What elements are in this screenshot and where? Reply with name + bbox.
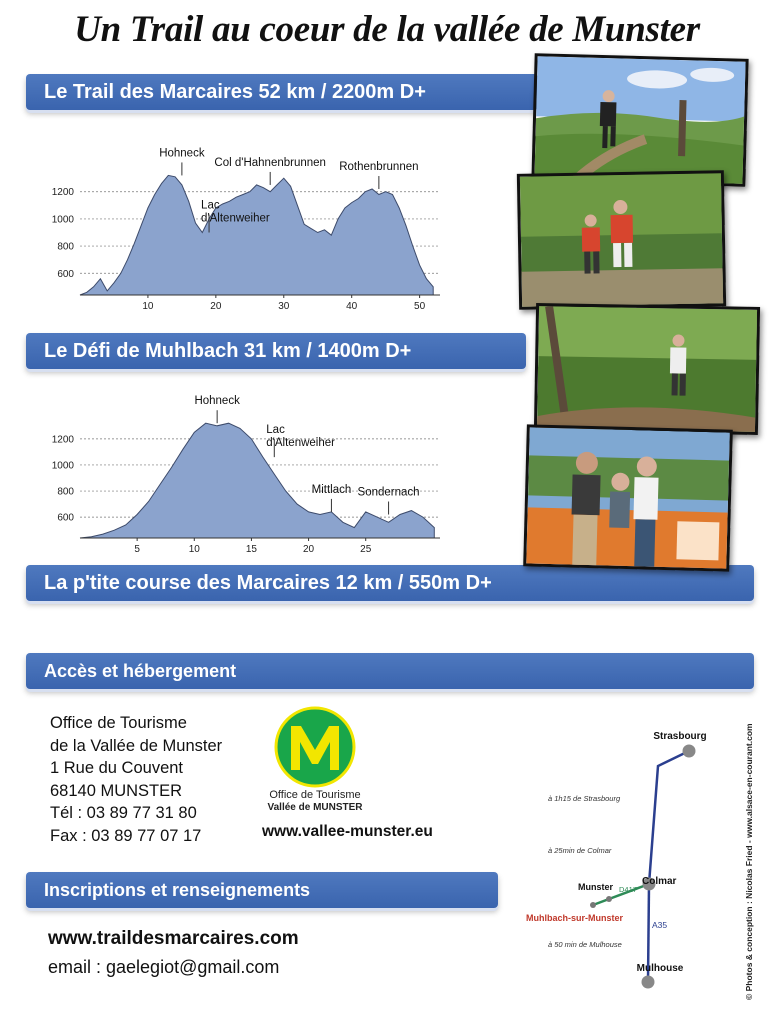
distance-colmar: à 25min de Colmar <box>548 846 612 855</box>
y-tick-label: 1200 <box>51 434 74 446</box>
x-tick-label: 25 <box>360 544 372 555</box>
route-strasbourg-colmar <box>649 751 689 884</box>
elevation-profile-defi <box>40 390 450 555</box>
contact-email[interactable]: email : gaelegiot@gmail.com <box>48 957 280 977</box>
x-tick-label: 50 <box>414 301 426 312</box>
annotation-label: Sondernach <box>357 486 420 499</box>
page-title: Un Trail au coeur de la vallée de Munster <box>74 9 700 50</box>
annotation-label: d'Altenweiher <box>201 212 270 225</box>
elevation-profile-trail <box>40 140 450 315</box>
trail-website-link[interactable]: www.traildesmarcaires.com <box>48 928 299 949</box>
city-label-colmar: Colmar <box>642 876 677 887</box>
contact-line: 68140 MUNSTER <box>50 781 183 800</box>
annotation-label: Col d'Hahnenbrunnen <box>214 156 326 169</box>
x-tick-label: 15 <box>245 544 257 555</box>
y-tick-label: 1000 <box>51 460 74 472</box>
y-tick-label: 600 <box>57 512 74 524</box>
elevation-area <box>80 175 433 295</box>
x-tick-label: 5 <box>134 544 140 555</box>
access-map <box>520 720 740 1000</box>
banner-ptite-course: La p'tite course des Marcaires 12 km / 550m D+ <box>26 565 754 601</box>
tourism-office-logo <box>274 706 356 788</box>
city-dot-munster <box>606 896 612 902</box>
contact-line: Office de Tourisme <box>50 714 187 732</box>
annotation-label: Lac <box>201 199 220 212</box>
distance-mulhouse: à 50 min de Mulhouse <box>548 940 622 949</box>
banner-inscriptions: Inscriptions et renseignements <box>26 872 498 908</box>
x-tick-label: 20 <box>303 544 315 555</box>
contact-fax: Fax : 03 89 77 07 17 <box>50 826 202 845</box>
photo-credit: © Photos & conception : Nicolas Fried - www.alsace-en-courant.com <box>744 723 754 1000</box>
x-tick-label: 20 <box>210 301 222 312</box>
annotation-label: Mittlach <box>311 483 352 496</box>
annotation-label: d'Altenweiher <box>266 437 335 450</box>
y-tick-label: 1200 <box>51 187 74 199</box>
y-tick-label: 600 <box>57 268 74 280</box>
x-tick-label: 30 <box>278 301 290 312</box>
logo-caption-office: Office de Tourisme <box>269 789 361 801</box>
x-tick-label: 10 <box>142 301 154 312</box>
annotation-label: Lac <box>266 424 285 437</box>
city-label-mulhouse: Mulhouse <box>636 963 684 974</box>
contact-line: 1 Rue du Couvent <box>50 759 184 777</box>
road-label-a35: A35 <box>652 920 668 930</box>
photo-group-finish <box>523 424 733 571</box>
distance-strasbourg: à 1h15 de Strasbourg <box>548 794 621 803</box>
annotation-label: Rothenbrunnen <box>339 161 419 174</box>
annotation-label: Hohneck <box>159 147 205 160</box>
y-tick-label: 1000 <box>51 214 74 226</box>
road-label-d417: D417 <box>619 885 637 894</box>
logo-caption-vallee: Vallée de MUNSTER <box>267 802 363 813</box>
elevation-area <box>80 423 434 538</box>
y-tick-label: 800 <box>57 486 74 498</box>
contact-address <box>50 712 222 847</box>
contact-phone: Tél : 03 89 77 31 80 <box>50 804 197 822</box>
city-label-muhlbach: Muhlbach-sur-Munster <box>526 913 624 923</box>
annotation-label: Hohneck <box>194 395 240 408</box>
tourism-website-link[interactable]: www.vallee-munster.eu <box>262 823 433 840</box>
city-dot-strasbourg <box>683 745 696 758</box>
y-tick-label: 800 <box>57 241 74 253</box>
city-label-strasbourg: Strasbourg <box>653 731 707 742</box>
photo-two-runners-forest <box>517 170 726 310</box>
x-tick-label: 40 <box>346 301 358 312</box>
banner-defi-muhlbach: Le Défi de Muhlbach 31 km / 1400m D+ <box>26 333 526 369</box>
banner-trail-marcaires: Le Trail des Marcaires 52 km / 2200m D+ <box>26 74 538 110</box>
banner-acces-hebergement: Accès et hébergement <box>26 653 754 689</box>
contact-line: de la Vallée de Munster <box>50 736 223 755</box>
city-dot-muhlbach <box>590 902 596 908</box>
city-label-munster: Munster <box>578 882 614 892</box>
photo-runner-woods <box>534 303 760 435</box>
city-dot-mulhouse <box>642 976 655 989</box>
photo-trail-runner-ridge <box>531 53 748 187</box>
x-tick-label: 10 <box>188 544 200 555</box>
